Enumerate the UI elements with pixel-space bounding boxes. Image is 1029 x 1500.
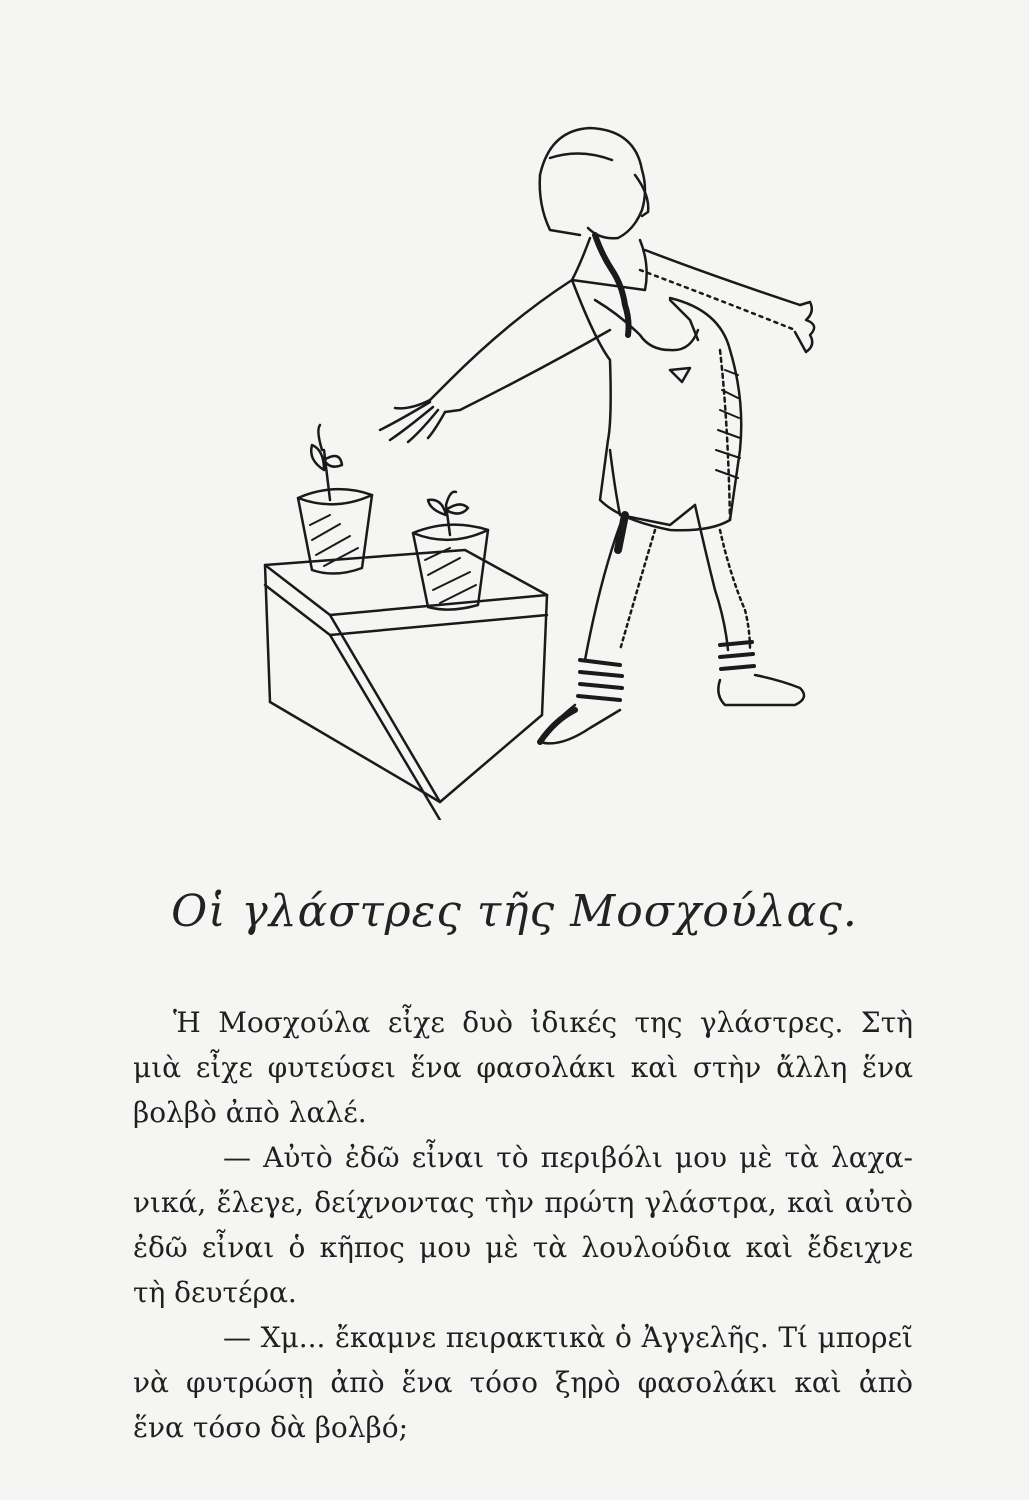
text-line: Ἡ Μοσχούλα εἶχε δυὸ ἰδικές της γλάστρες. Στὴ [173,1006,913,1039]
paragraph-2 [133,1135,913,1315]
text-line: νικά, ἔλεγε, δείχνοντας τὴν πρώτη γλάστρα, καὶ αὐτὸ [133,1186,913,1219]
page-title: Οἱ γλάστρες τῆς Μοσχούλας. [171,886,858,937]
paragraph-3 [133,1315,913,1450]
text-line: ἕνα τόσο δὰ βολβό; [133,1411,409,1444]
text-line: — Αὐτὸ ἐδῶ εἶναι τὸ περιβόλι μου μὲ τὰ λαχα- [223,1141,913,1174]
girl-with-flower-pots-illustration-icon [250,120,840,820]
text-line: νὰ φυτρώσῃ ἀπὸ ἕνα τόσο ξηρὸ φασολάκι καὶ ἀπὸ [133,1366,913,1399]
story-text [133,1000,913,1450]
text-line: — Χμ... ἔκαμνε πειρακτικὰ ὁ Ἀγγελῆς. Τί μπορεῖ [223,1321,913,1354]
text-line: ἐδῶ εἶναι ὁ κῆπος μου μὲ τὰ λουλούδια καὶ ἔδειχνε [133,1231,913,1264]
text-line: τὴ δευτέρα. [133,1276,297,1309]
text-line: βολβὸ ἀπὸ λαλέ. [133,1096,367,1129]
text-line: μιὰ εἶχε φυτεύσει ἕνα φασολάκι καὶ στὴν ἄλλη ἕνα [133,1051,913,1084]
paragraph-1 [133,1000,913,1135]
